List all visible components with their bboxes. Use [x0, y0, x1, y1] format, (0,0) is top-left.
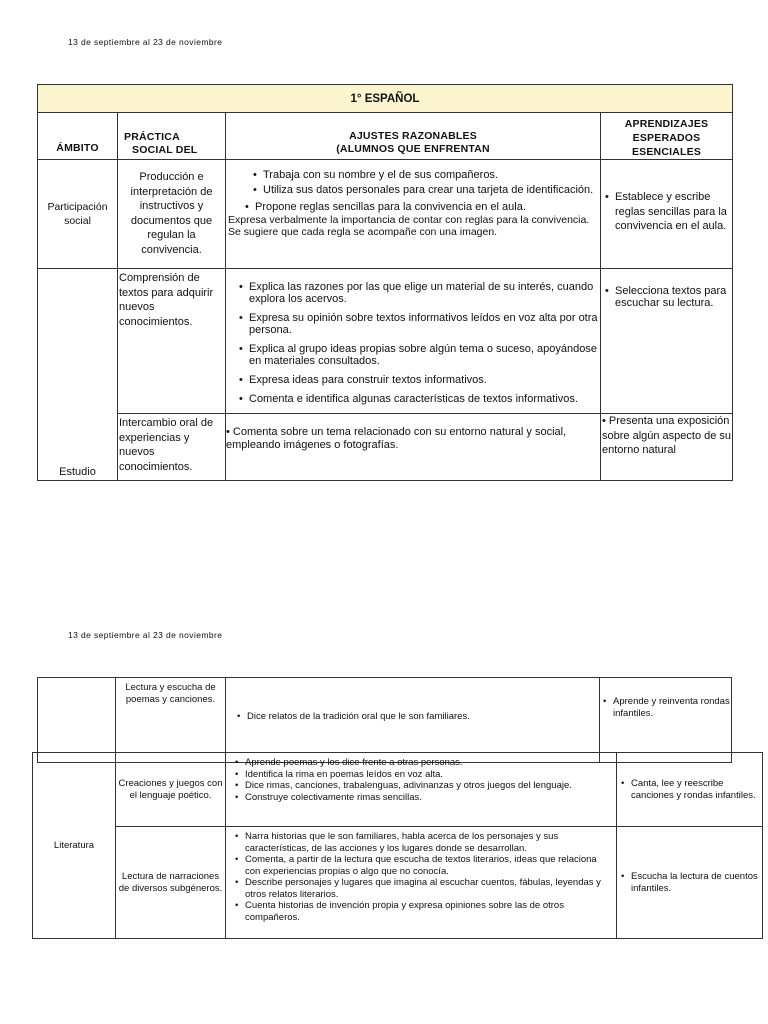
header-practica: PRÁCTICA SOCIAL DEL	[118, 113, 226, 160]
aprendizaje-cell	[600, 678, 732, 763]
list-item: • Selecciona textos para escuchar su lectura.	[615, 285, 732, 309]
list-item: • Explica las razones por las que elige un material de su interés, cuando explora los acervos.	[249, 281, 598, 305]
practica-cell: Producción e interpretación de instructivos y documentos que regulan la convivencia.	[118, 160, 226, 269]
list-item: • Expresa su opinión sobre textos informativos leídos en voz alta por otra persona.	[249, 312, 598, 336]
practica-cell: Comprensión de textos para adquirir nuevos conocimientos.	[118, 269, 226, 414]
ambito-literatura: Literatura	[33, 753, 116, 939]
ajustes-cell	[226, 160, 601, 269]
practica-cell: Creaciones y juegos con el lenguaje poético.	[116, 753, 226, 827]
list-item: • Comenta, a partir de la lectura que escucha de textos literarios, ideas que relaciona con experiencias propias o algo que no conocía.	[245, 854, 612, 877]
practica-cell: Lectura de narraciones de diversos subgéneros.	[116, 827, 226, 939]
list-item: • Escucha la lectura de cuentos infantiles.	[631, 871, 762, 894]
spanish-planning-table	[37, 84, 733, 481]
list-item: • Utiliza sus datos personales para crear una tarjeta de identificación.	[263, 183, 596, 197]
ajustes-list	[245, 757, 612, 803]
ambito-participacion-social: Participación social	[38, 160, 118, 269]
ajustes-list	[249, 281, 598, 405]
header-aprendizajes: APRENDIZAJES ESPERADOS ESENCIALES	[601, 113, 733, 160]
ajustes-cell	[226, 269, 601, 414]
literatura-table	[32, 752, 763, 939]
header-ambito: ÁMBITO	[38, 113, 118, 160]
date-range-header: 13 de septiembre al 23 de noviembre	[68, 630, 223, 640]
ajustes-list	[255, 200, 596, 214]
aprendizaje-cell	[617, 753, 763, 827]
list-item: • Construye colectivamente rimas sencillas.	[245, 792, 612, 804]
list-item: • Aprende y reinventa rondas infantiles.	[613, 696, 731, 719]
ajustes-cell	[226, 678, 600, 763]
aprendizaje-cell	[601, 160, 733, 269]
list-item: • Dice rimas, canciones, trabalenguas, adivinanzas y otros juegos del lenguaje.	[245, 780, 612, 792]
practica-cell: Lectura y escucha de poemas y canciones.	[116, 678, 226, 763]
list-item: • Trabaja con su nombre y el de sus compañeros.	[263, 168, 596, 182]
list-item: • Establece y escribe reglas sencillas para la convivencia en el aula.	[615, 190, 732, 234]
list-item: • Comenta e identifica algunas características de textos informativos.	[249, 393, 598, 405]
practica-cell: Intercambio oral de experiencias y nuevos conocimientos.	[118, 414, 226, 481]
header-ajustes: AJUSTES RAZONABLES (ALUMNOS QUE ENFRENTAN	[226, 113, 601, 160]
list-item: • Dice relatos de la tradición oral que le son familiares.	[247, 711, 599, 722]
lectura-table	[37, 677, 732, 763]
ajustes-cell: • Comenta sobre un tema relacionado con su entorno natural y social, empleando imágenes o fotografías.	[226, 414, 601, 481]
ajustes-list	[245, 831, 612, 923]
list-item: • Narra historias que le son familiares, habla acerca de los personajes y sus características, de las acciones y los lugares donde se desarrollan.	[245, 831, 612, 854]
list-item: • Propone reglas sencillas para la convivencia en el aula.	[255, 200, 596, 214]
list-item: • Describe personajes y lugares que imagina al escuchar cuentos, fábulas, leyendas y otros relatos literarios.	[245, 877, 612, 900]
date-range-header: 13 de septiembre al 23 de noviembre	[68, 37, 223, 47]
aprendizaje-cell: • Presenta una exposición sobre algún aspecto de su entorno natural	[601, 414, 733, 481]
ajustes-cell	[226, 753, 617, 827]
empty-ambito-cell	[38, 678, 116, 763]
list-item: • Identifica la rima en poemas leídos en voz alta.	[245, 769, 612, 781]
aprendizaje-cell	[601, 269, 733, 414]
ajustes-note: Expresa verbalmente la importancia de contar con reglas para la convivencia. Se sugiere que cada regla se acompañe con una imagen.	[228, 214, 590, 238]
ajustes-list	[263, 168, 596, 197]
list-item: • Explica al grupo ideas propias sobre algún tema o suceso, apoyándose en materiales consultados.	[249, 343, 598, 367]
ajustes-cell	[226, 827, 617, 939]
aprendizaje-cell	[617, 827, 763, 939]
list-item: • Cuenta historias de invención propia y expresa opiniones sobre las de otros compañeros.	[245, 900, 612, 923]
list-item: • Expresa ideas para construir textos informativos.	[249, 374, 598, 386]
table-title: 1° ESPAÑOL	[38, 85, 733, 113]
list-item: • Canta, lee y reescribe canciones y rondas infantiles.	[631, 778, 762, 801]
list-item: • Aprende poemas y los dice frente a otras personas.	[245, 757, 612, 769]
ambito-estudio: Estudio	[38, 269, 118, 481]
